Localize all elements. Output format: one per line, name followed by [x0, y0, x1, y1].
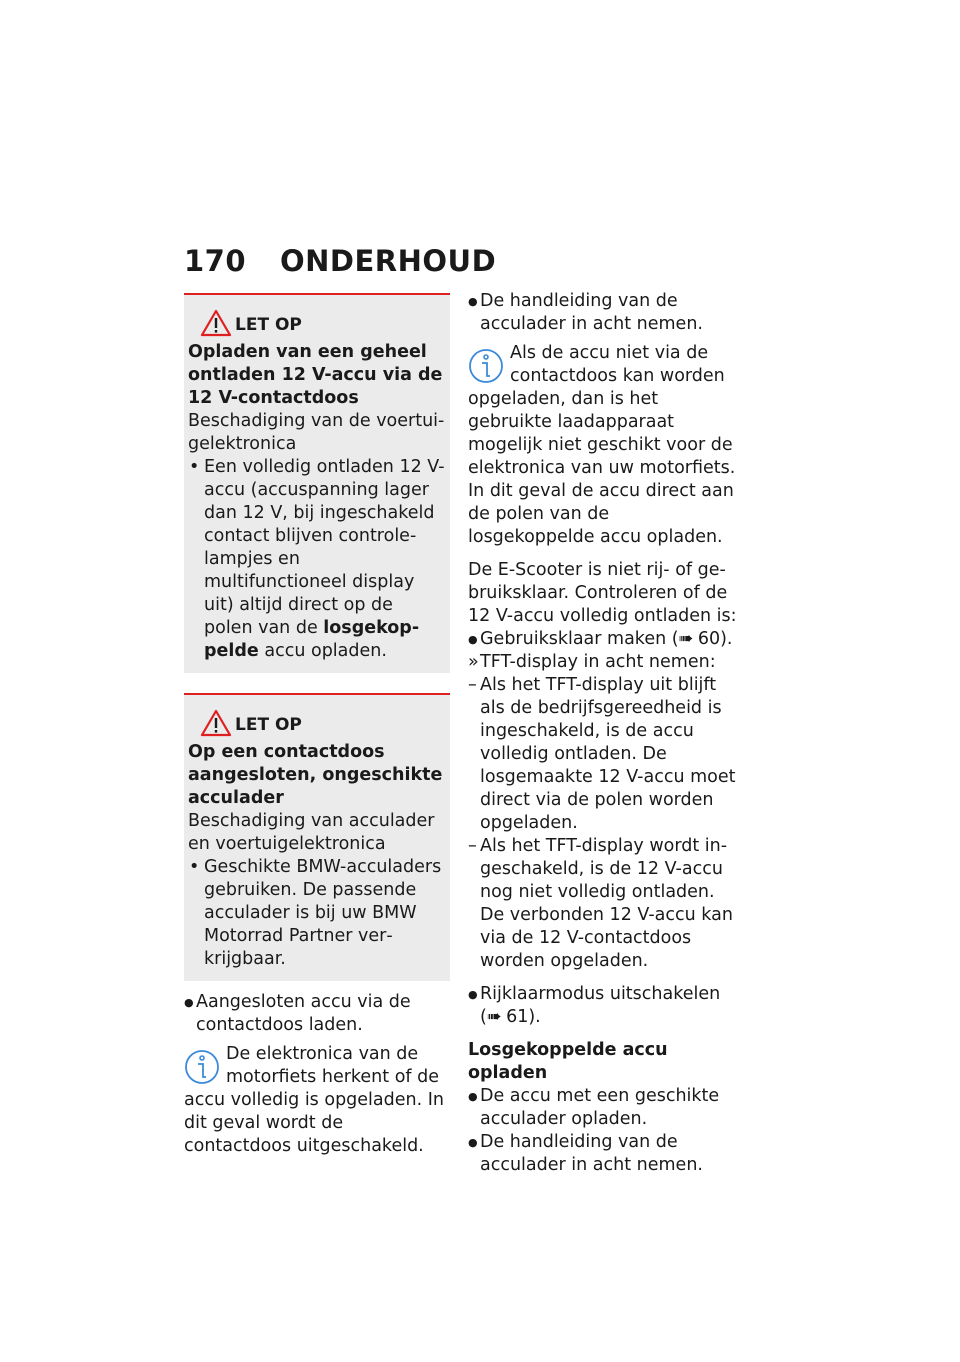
notice-title: Op een contactdoos aangesloten, ongeschikte acculader	[188, 742, 443, 808]
page-reference-arrow-icon: ➠	[678, 629, 693, 649]
page-reference[interactable]: 61).	[500, 1007, 541, 1027]
step-item: ● De handleiding van de acculader in acht nemen.	[468, 290, 738, 336]
page-reference[interactable]: 60).	[692, 629, 733, 649]
step-item: ● Aangesloten accu via de contactdoos laden.	[184, 991, 450, 1037]
step-item	[468, 983, 738, 1029]
step-item	[468, 628, 738, 651]
info-note	[468, 342, 738, 549]
step-item: ● De handleiding van de acculader in acht nemen.	[468, 1131, 738, 1177]
page-reference-arrow-icon: ➠	[486, 1007, 501, 1027]
step-text: Rijklaarmodus uitschakelen (	[480, 984, 721, 1027]
info-text: Als de accu niet via de contactdoos kan worden opgeladen, dan is het gebruikte laadapparaat mogelijk niet geschikt voor de elektronica van uw motorfiets. In dit geval de accu direct aan de polen van de losgekoppelde accu opladen.	[468, 343, 736, 547]
notice-title: Opladen van een geheel ontladen 12 V-accu via de 12 V-contactdoos	[188, 342, 443, 408]
notice-label: LET OP	[235, 315, 302, 335]
body-paragraph: De E-Scooter is niet rij- of gebruiksklaar. Controleren of de 12 V-accu volledig ontladen is:	[468, 560, 737, 626]
info-icon	[184, 1047, 220, 1087]
notice-actions	[188, 456, 446, 663]
step-item: ● De accu met een geschikte acculader opladen.	[468, 1085, 738, 1131]
notice-action: • Geschikte BMW-acculaders gebruiken. De passende acculader is bij uw BMW Motorrad Partner verkrijgbaar.	[188, 856, 446, 971]
dash-item: – Als het TFT-display wordt ingeschakeld, is de 12 V-accu nog niet volledig ontladen. De verbonden 12 V-accu kan via de 12 V-contactdoos worden opgeladen.	[468, 835, 738, 973]
notice-action	[188, 456, 446, 663]
warning-triangle-icon	[200, 309, 232, 337]
notice-actions	[188, 856, 446, 971]
info-icon	[468, 346, 504, 386]
dash-item: – Als het TFT-display uit blijft als de bedrijfsgereedheid is ingeschakeld, is de accu volledig ontladen. De losgemaakte 12 V-accu moet direct via de polen worden opgeladen.	[468, 674, 738, 835]
chapter-title: ONDERHOUD	[280, 244, 497, 278]
section-heading: Losgekoppelde accu opladen	[468, 1040, 668, 1083]
right-column	[468, 290, 738, 1177]
notice-header	[188, 707, 446, 737]
page-header	[184, 244, 496, 278]
info-text: De elektronica van de motorfiets herkent of de accu volledig is opgeladen. In dit geval wordt de contactdoos uitgeschakeld.	[184, 1044, 444, 1156]
result-item: » TFT-display in acht nemen:	[468, 651, 738, 674]
warning-triangle-icon	[200, 709, 232, 737]
warning-notice	[184, 293, 450, 673]
warning-notice	[184, 693, 450, 981]
notice-header	[188, 307, 446, 337]
left-column	[184, 293, 450, 1158]
notice-label: LET OP	[235, 715, 302, 735]
step-text: Gebruiksklaar maken (	[480, 629, 679, 649]
action-emphasis: losgekoppelde	[204, 618, 420, 661]
action-text-end: accu opladen.	[258, 641, 387, 661]
notice-consequence: Beschadiging van de voertuigelektronica	[188, 411, 445, 454]
info-note	[184, 1043, 450, 1158]
notice-consequence: Beschadiging van acculader en voertuigelektronica	[188, 811, 435, 854]
page-number: 170	[184, 244, 247, 278]
action-text: Een volledig ontladen 12 V-accu (accuspanning lager dan 12 V, bij ingeschakeld contact blijven controlelampjes en multifunctioneel display uit) altijd direct op de polen van de	[204, 457, 445, 638]
